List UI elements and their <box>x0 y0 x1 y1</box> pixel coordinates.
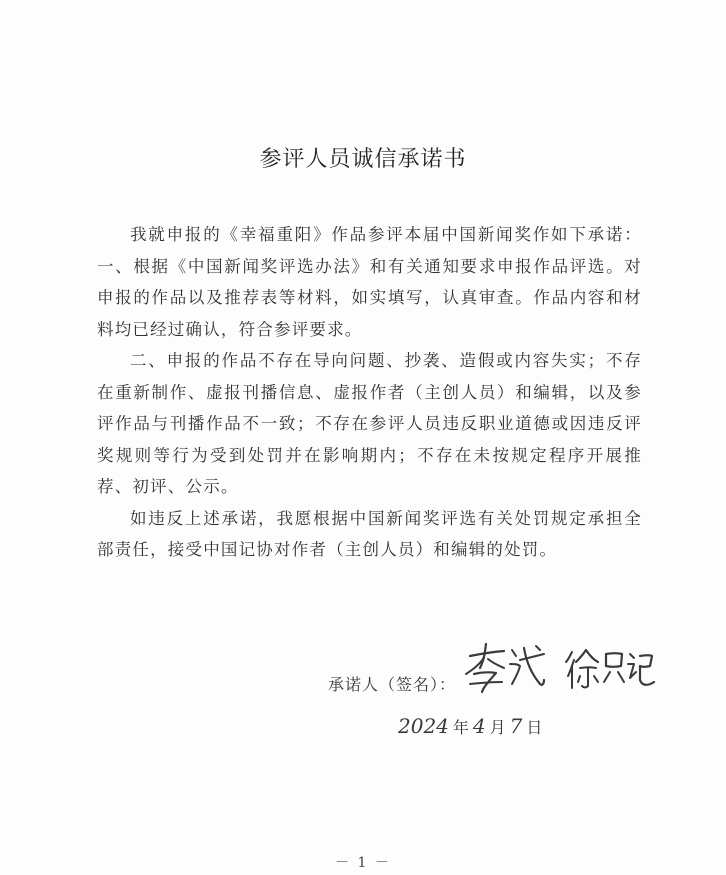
signature-date <box>398 704 546 738</box>
date-year: 2024 <box>398 714 449 738</box>
page-number: － 1 － <box>335 855 391 871</box>
paragraph-1: 我就申报的《幸福重阳》作品参评本届中国新闻奖作如下承诺：一、根据《中国新闻奖评选办法》和有关通知要求申报作品评选。对申报的作品以及推荐表等材料，如实填写，认真审查。作品内容和材料均已经过确认，符合参评要求。 <box>97 225 642 339</box>
signature-1 <box>462 642 548 694</box>
document-body <box>97 219 642 566</box>
date-month: 4 <box>472 714 486 738</box>
date-day: 7 <box>509 714 523 738</box>
date-month-unit: 月 <box>489 718 506 737</box>
signature-label: 承诺人（签名）： <box>328 675 457 694</box>
date-year-unit: 年 <box>452 718 469 737</box>
paragraph-2: 二、申报的作品不存在导向问题、抄袭、造假或内容失实；不存在重新制作、虚报刊播信息、虚报作者（主创人员）和编辑，以及参评作品与刊播作品不一致；不存在参评人员违反职业道德或因违反评奖规则等行为受到处罚并在影响期内；不存在未按规定程序开展推荐、初评、公示。 <box>97 351 642 496</box>
signature-2 <box>564 646 656 692</box>
document-title: 参评人员诚信承诺书 <box>259 147 467 172</box>
date-day-unit: 日 <box>526 718 543 737</box>
paragraph-3: 如违反上述承诺，我愿根据中国新闻奖评选有关处罚规定承担全部责任，接受中国记协对作者（主创人员）和编辑的处罚。 <box>97 508 642 559</box>
